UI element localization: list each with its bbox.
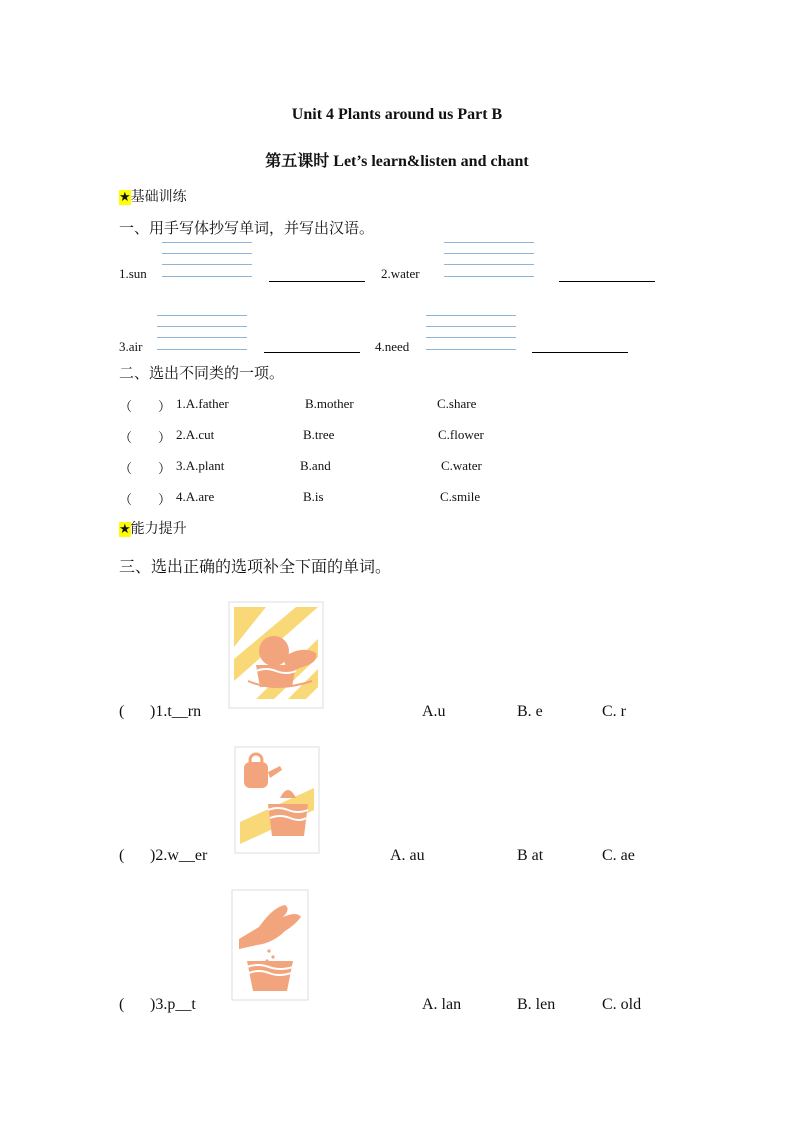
answer-line-air[interactable] xyxy=(264,352,360,353)
answer-line-need[interactable] xyxy=(532,352,628,353)
q2-row3-option-a: 3.A.plant xyxy=(176,458,225,473)
word-need: 4.need xyxy=(375,339,410,354)
answer-line-sun[interactable] xyxy=(269,281,365,282)
q3-item2-option-b: B at xyxy=(517,847,544,864)
hand-planting-seeds-illustration xyxy=(229,887,311,1008)
q2-row1-option-b: B.mother xyxy=(305,396,354,411)
q3-item2-option-a: A. au xyxy=(390,847,425,864)
section-ability-heading xyxy=(119,518,187,538)
page-title: Unit 4 Plants around us Part B xyxy=(291,106,503,123)
star-icon: ★ xyxy=(119,522,131,537)
q2-row2-option-b: B.tree xyxy=(303,427,335,442)
q2-row4-option-b: B.is xyxy=(303,489,324,504)
q2-bracket-4[interactable]: （ ） xyxy=(119,492,172,507)
q3-item1-stem: )1.t__rn xyxy=(150,703,202,720)
word-air: 3.air xyxy=(119,339,143,354)
q2-row2-option-a: 2.A.cut xyxy=(176,427,215,442)
q3-item1-option-c: C. r xyxy=(602,703,626,720)
q3-item3-option-c: C. old xyxy=(602,996,642,1013)
q3-item1-option-a: A.u xyxy=(422,703,446,720)
q2-row1-option-a: 1.A.father xyxy=(176,396,229,411)
q3-item1-option-b: B. e xyxy=(517,703,543,720)
q3-item3-stem: )3.p__t xyxy=(150,996,196,1013)
q2-heading: 二、选出不同类的一项。 xyxy=(119,364,285,382)
q3-bracket-2[interactable]: ( xyxy=(119,847,125,864)
q2-row2-option-c: C.flower xyxy=(438,427,484,442)
q2-bracket-3[interactable]: （ ） xyxy=(119,461,172,476)
q3-item2-stem: )2.w__er xyxy=(150,847,208,864)
watering-can-plant-illustration xyxy=(232,744,322,861)
q3-item2-option-c: C. ae xyxy=(602,847,635,864)
section-basic-label: 基础训练 xyxy=(130,189,187,205)
answer-line-water[interactable] xyxy=(559,281,655,282)
section-ability-label: 能力提升 xyxy=(130,521,187,537)
q2-bracket-2[interactable]: （ ） xyxy=(119,430,172,445)
word-sun: 1.sun xyxy=(119,266,147,281)
section-basic-heading xyxy=(119,186,187,206)
q1-heading: 一、用手写体抄写单词，并写出汉语。 xyxy=(119,219,375,237)
q2-row4-option-c: C.smile xyxy=(440,489,481,504)
word-water: 2.water xyxy=(381,266,420,281)
q2-row1-option-c: C.share xyxy=(437,396,477,411)
q2-row3-option-b: B.and xyxy=(300,458,331,473)
q3-bracket-3[interactable]: ( xyxy=(119,996,125,1013)
q3-heading: 三、选出正确的选项补全下面的单词。 xyxy=(119,557,392,576)
q2-row4-option-a: 4.A.are xyxy=(176,489,215,504)
lesson-subtitle: 第五课时 Let’s learn&listen and chant xyxy=(265,153,529,170)
q3-item3-option-a: A. lan xyxy=(422,996,462,1013)
q3-item3-option-b: B. len xyxy=(517,996,556,1013)
q2-row3-option-c: C.water xyxy=(441,458,482,473)
hand-turning-soil-illustration xyxy=(226,599,326,716)
q2-bracket-1[interactable]: （ ） xyxy=(119,399,172,414)
star-icon: ★ xyxy=(119,190,131,205)
q3-bracket-1[interactable]: ( xyxy=(119,703,125,720)
